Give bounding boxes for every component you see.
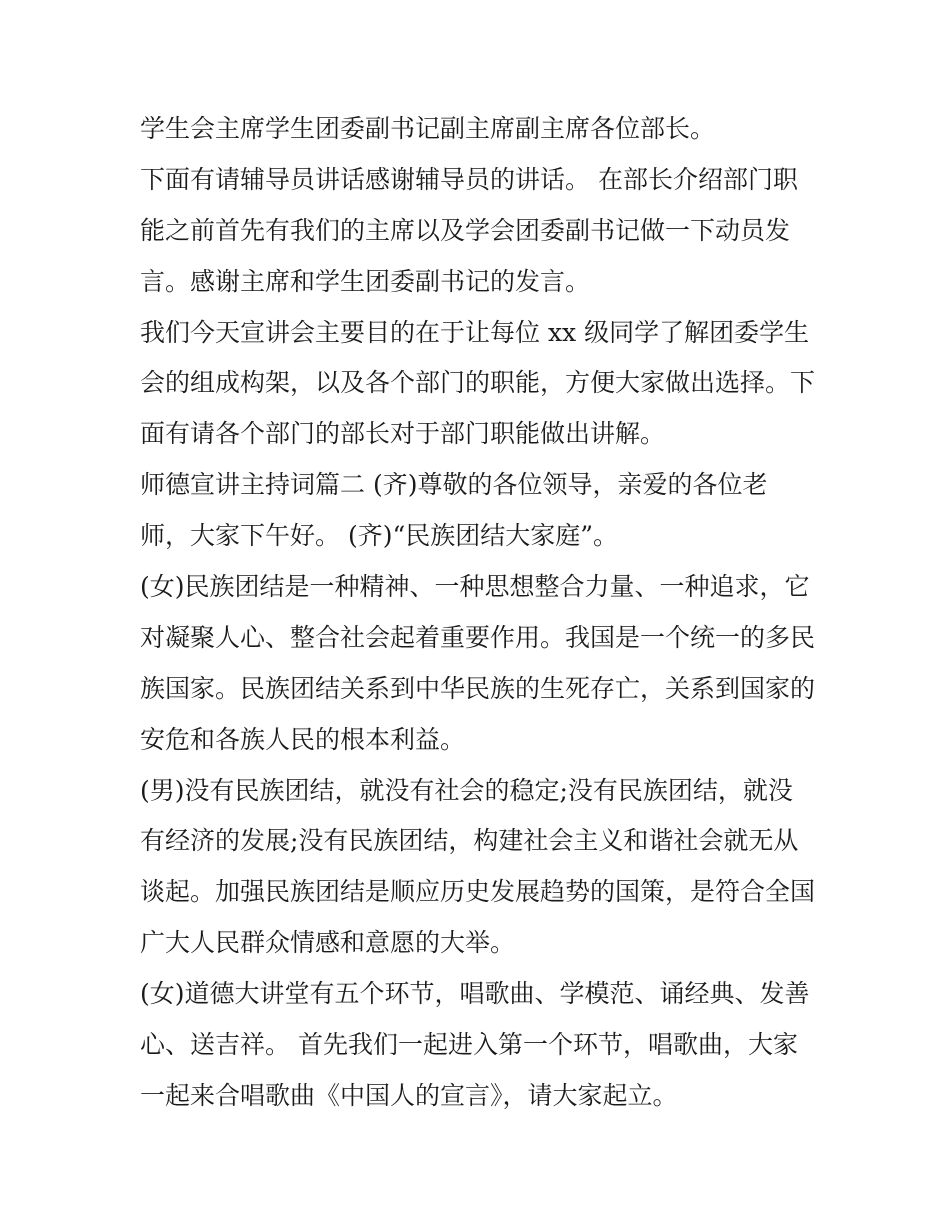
- text-line: 我们今天宣讲会主要目的在于让每位 xx 级同学了解团委学生: [140, 317, 810, 347]
- text-line: 对凝聚人心、整合社会起着重要作用。我国是一个统一的多民: [140, 622, 816, 652]
- text-line: 学生会主席学生团委副书记副主席副主席各位部长。: [140, 114, 716, 143]
- text-line: (男)没有民族团结，就没有社会的稳定;没有民族团结，就没: [140, 775, 793, 805]
- text-line: 一起来合唱歌曲《中国人的宣言》，请大家起立。: [140, 1080, 678, 1110]
- text-line: 下面有请辅导员讲话感谢辅导员的讲话。 在部长介绍部门职: [140, 164, 798, 194]
- text-line: (女)道德大讲堂有五个环节，唱歌曲、学模范、诵经典、发善: [140, 979, 810, 1009]
- text-line: 言。感谢主席和学生团委副书记的发言。: [140, 266, 591, 296]
- text-line: 谈起。加强民族团结是顺应历史发展趋势的国策，是符合全国: [140, 877, 816, 907]
- text-line: 心、送吉祥。 首先我们一起进入第一个环节，唱歌曲，大家: [140, 1030, 798, 1060]
- text-line: 师德宣讲主持词篇二 (齐)尊敬的各位领导，亲爱的各位老: [140, 470, 768, 500]
- document-body: [140, 104, 820, 1122]
- text-line: 能之前首先有我们的主席以及学会团委副书记做一下动员发: [140, 215, 791, 245]
- text-line: 广大人民群众情感和意愿的大举。: [140, 928, 516, 958]
- text-line: (女)民族团结是一种精神、一种思想整合力量、一种追求，它: [140, 572, 810, 602]
- text-line: 族国家。民族团结关系到中华民族的生死存亡，关系到国家的: [140, 673, 816, 703]
- text-line: 有经济的发展;没有民族团结，构建社会主义和谐社会就无从: [140, 826, 799, 856]
- text-line: 会的组成构架，以及各个部门的职能，方便大家做出选择。下: [140, 368, 816, 398]
- text-line: 安危和各族人民的根本利益。: [140, 724, 466, 754]
- text-line: 师，大家下午好。 (齐)“民族团结大家庭”。: [140, 521, 619, 551]
- text-line: 面有请各个部门的部长对于部门职能做出讲解。: [140, 419, 666, 449]
